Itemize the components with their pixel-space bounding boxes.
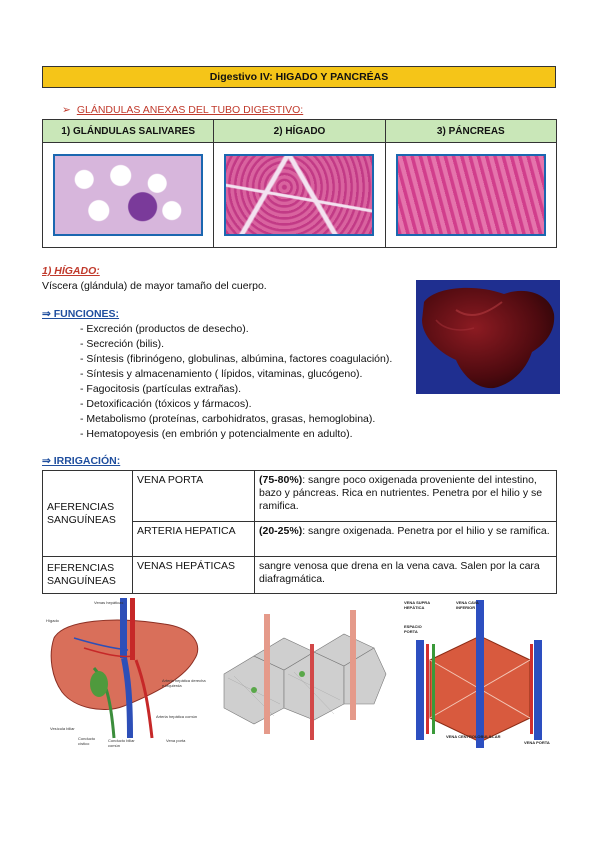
glands-cell-salivares (43, 143, 214, 248)
liver-photo (416, 280, 560, 394)
list-item: - Hematopoyesis (en embrión y potencialmente en adulto). (80, 428, 353, 440)
figure-label: VENA CAVA INFERIOR (456, 600, 479, 610)
desc-text: sangre venosa que drena en la vena cava. Salen por la cara diafragmática. (259, 560, 540, 585)
funciones-list (80, 322, 392, 442)
table-cell-vessel: ARTERIA HEPATICA (133, 522, 255, 557)
figure-label: Conducto biliar común (108, 738, 135, 748)
list-item: - Detoxificación (tóxicos y fármacos). (80, 398, 252, 410)
figure-label: VENA CENTROLOBULILLAR (446, 734, 501, 739)
higado-description: Víscera (glándula) de mayor tamaño del cuerpo. (42, 280, 267, 292)
table-cell-desc (255, 522, 557, 557)
bullet-arrow-icon: ➢ (62, 104, 71, 116)
list-item: - Síntesis (fibrinógeno, globulinas, albúmina, factores coagulación). (80, 353, 393, 365)
glands-cell-pancreas (385, 143, 556, 248)
figure-label: Vena porta (166, 738, 186, 743)
lobule-schematic-figure (402, 600, 558, 748)
lobule-schematic-image (402, 600, 558, 748)
pancreas-micrograph-image (396, 154, 546, 236)
irrigacion-table (42, 470, 557, 594)
glands-table (42, 119, 557, 248)
table-row (43, 471, 557, 522)
table-cell-vessel: VENA PORTA (133, 471, 255, 522)
liver-photo-image (416, 280, 560, 394)
figure-label: VENA SUPRA HEPÁTICA (404, 600, 430, 610)
list-item: - Metabolismo (proteínas, carbohidratos, grasas, hemoglobina). (80, 413, 376, 425)
table-cell-group: EFERENCIAS SANGUÍNEAS (43, 557, 133, 594)
figure-label: ESPACIO PORTA (404, 624, 422, 634)
figure-label: Arteria hepática derecha e izquierda (162, 678, 206, 688)
page-title (42, 66, 556, 88)
glands-cell-higado (214, 143, 385, 248)
glands-col-salivares: 1) GLÁNDULAS SALIVARES (43, 120, 214, 143)
figure-label: Conducto cístico (78, 736, 96, 746)
desc-percentage: (20-25%) (259, 525, 303, 537)
glands-col-pancreas: 3) PÁNCREAS (385, 120, 556, 143)
glands-col-higado: 2) HÍGADO (214, 120, 385, 143)
list-item: - Síntesis y almacenamiento ( lípidos, vitaminas, glucógeno). (80, 368, 363, 380)
table-cell-vessel: VENAS HEPÁTICAS (133, 557, 255, 594)
glands-subheading (62, 104, 303, 116)
figure-label: VENA PORTA (524, 740, 550, 745)
table-cell-desc (255, 557, 557, 594)
salivary-micrograph-image (53, 154, 203, 236)
higado-heading: 1) HÍGADO: (42, 265, 100, 277)
hepatic-lobule-figure (214, 604, 392, 748)
irrigacion-heading: ⇒ IRRIGACIÓN: (42, 455, 121, 467)
page-title-text: Digestivo IV: HIGADO Y PANCRÉAS (209, 71, 389, 83)
table-cell-group: AFERENCIAS SANGUÍNEAS (43, 471, 133, 557)
figure-label: Arteria hepática común (156, 714, 198, 719)
figure-label: Vesícula biliar (50, 726, 75, 731)
list-item: - Secreción (bilis). (80, 338, 165, 350)
list-item: - Excreción (productos de desecho). (80, 323, 249, 335)
glands-subheading-text: GLÁNDULAS ANEXAS DEL TUBO DIGESTIVO: (76, 104, 304, 116)
figure-label: Hígado (46, 618, 59, 623)
desc-text: : sangre poco oxigenada proveniente del intestino, bazo y páncreas. Rica en nutrientes. Penetra por el hilio y se ramifica. (259, 474, 543, 512)
liver-vasculature-figure (44, 598, 209, 748)
liver-micrograph-image (224, 154, 374, 236)
desc-percentage: (75-80%) (259, 474, 303, 486)
hepatic-lobule-image (214, 604, 392, 748)
table-cell-desc (255, 471, 557, 522)
figure-label: Venas hepáticas (94, 600, 124, 605)
table-row (43, 557, 557, 594)
list-item: - Fagocitosis (partículas extrañas). (80, 383, 242, 395)
desc-text: : sangre oxigenada. Penetra por el hilio y se ramifica. (302, 525, 550, 537)
funciones-heading: ⇒ FUNCIONES: (42, 308, 120, 320)
